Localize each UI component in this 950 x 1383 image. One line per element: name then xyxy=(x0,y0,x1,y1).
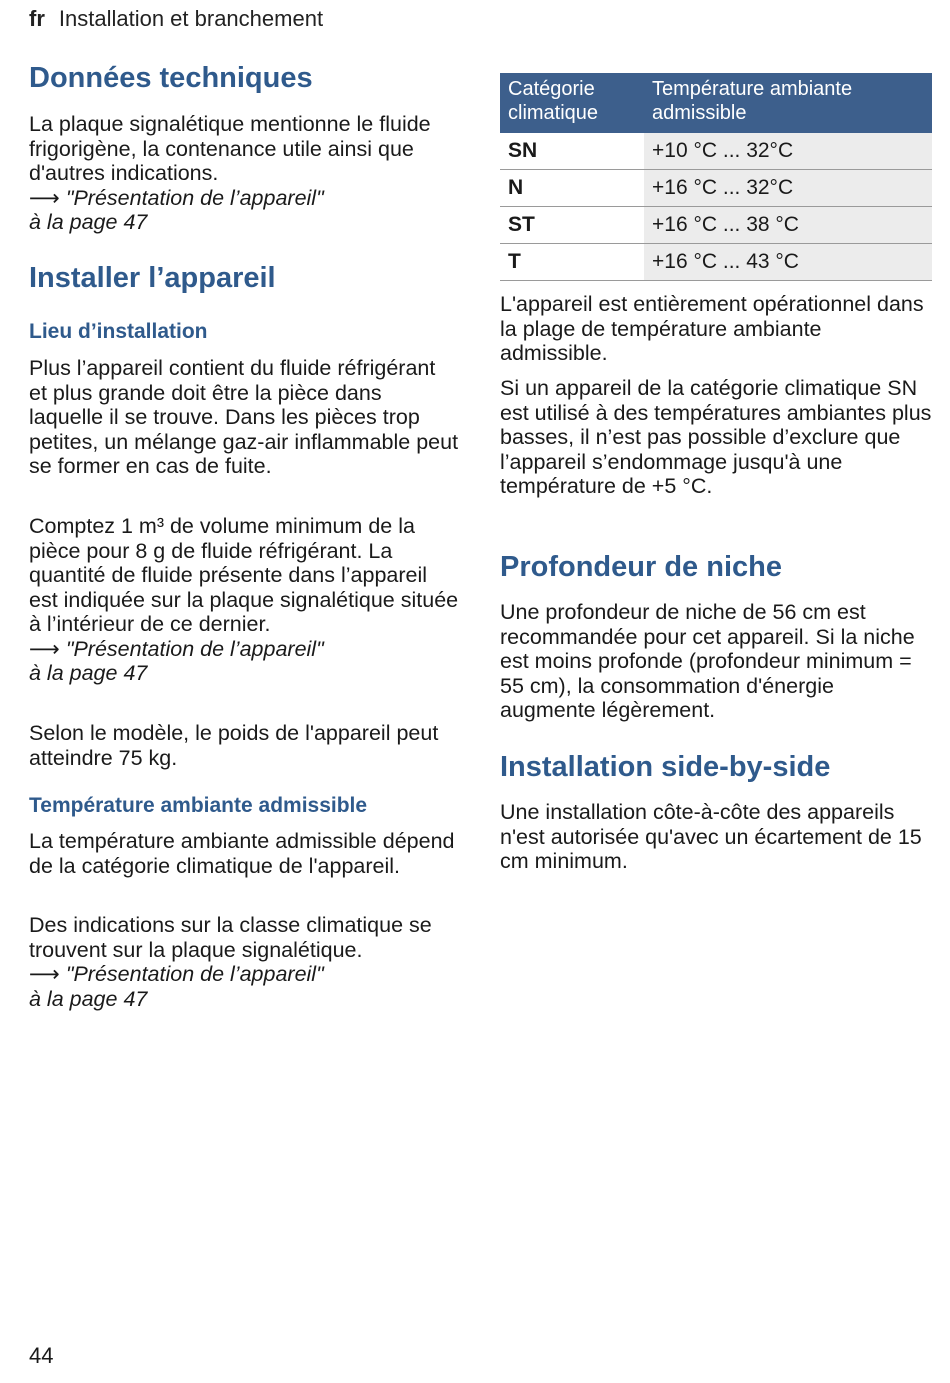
paragraph-side-by-side: Une installation côte-à-côte des appareils n'est autorisée qu'avec un écartement de 15 cm minimum. xyxy=(500,800,922,873)
paragraph-temperature-1: La température ambiante admissible dépend de la catégorie climatique de l'appareil. xyxy=(29,829,455,878)
section-title: Installation et branchement xyxy=(58,6,324,31)
table-cell-category: T xyxy=(500,244,644,281)
table-cell-temperature: +10 °C ... 32°C xyxy=(644,133,932,170)
heading-donnees-techniques: Données techniques xyxy=(29,62,313,94)
paragraph-operationnel: L'appareil est entièrement opérationnel dans la plage de température ambiante admissible. xyxy=(500,292,924,365)
table-row xyxy=(500,207,932,244)
heading-profondeur-niche: Profondeur de niche xyxy=(500,551,782,583)
table-cell-temperature: +16 °C ... 32°C xyxy=(644,170,932,207)
arrow-right-icon: ⟶ xyxy=(29,962,60,986)
paragraph-lieu-3: Selon le modèle, le poids de l'appareil peut atteindre 75 kg. xyxy=(29,721,439,770)
table-cell-category: ST xyxy=(500,207,644,244)
table-cell-category: SN xyxy=(500,133,644,170)
heading-installer-appareil: Installer l’appareil xyxy=(29,262,276,294)
table-row xyxy=(500,244,932,281)
language-code: fr xyxy=(29,6,45,31)
paragraph-lieu-2: Comptez 1 m³ de volume minimum de la pièce pour 8 g de fluide réfrigérant. La quantité de fluide présente dans l’appareil est indiquée sur la plaque signalétique située à l’intérieur de ce dernier. ⟶ "Présentation de l’appareil" à la page 47 xyxy=(29,514,459,685)
arrow-right-icon: ⟶ xyxy=(29,185,60,210)
table-cell-temperature: +16 °C ... 43 °C xyxy=(644,244,932,281)
page-number: 44 xyxy=(29,1343,54,1368)
cross-reference[interactable]: ⟶ "Présentation de l’appareil" à la page 47 xyxy=(29,185,324,234)
climate-category-table xyxy=(500,73,932,281)
table-header-row xyxy=(500,73,932,133)
paragraph-categorie-sn: Si un appareil de la catégorie climatique SN est utilisé à des températures ambiantes plus basses, il n’est pas possible d’exclure que l’appareil s’endommage jusqu'à une température de +5 °C. xyxy=(500,376,932,498)
table-row xyxy=(500,133,932,170)
arrow-right-icon: ⟶ xyxy=(29,636,60,661)
cross-reference[interactable]: ⟶ "Présentation de l’appareil" à la page 47 xyxy=(29,636,324,685)
paragraph-lieu-1: Plus l’appareil contient du fluide réfrigérant et plus grande doit être la pièce dans laquelle il se trouve. Dans les pièces trop petites, un mélange gaz-air inflammable peut se former en cas de fuite. xyxy=(29,356,459,478)
paragraph-profondeur-niche: Une profondeur de niche de 56 cm est recommandée pour cet appareil. Si la niche est moins profonde (profondeur minimum = 55 cm), la consommation d'énergie augmente légèrement. xyxy=(500,600,915,722)
heading-lieu-installation: Lieu d’installation xyxy=(29,320,208,343)
table-cell-temperature: +16 °C ... 38 °C xyxy=(644,207,932,244)
running-header xyxy=(29,6,323,32)
table-row xyxy=(500,170,932,207)
heading-side-by-side: Installation side-by-side xyxy=(500,751,831,783)
heading-temperature-ambiante: Température ambiante admissible xyxy=(29,794,368,817)
table-cell-category: N xyxy=(500,170,644,207)
paragraph-donnees-techniques: La plaque signalétique mentionne le fluide frigorigène, la contenance utile ainsi que d'autres indications. ⟶ "Présentation de l’appareil" à la page 47 xyxy=(29,112,459,235)
table-header-temperature: Température ambiante admissible xyxy=(644,73,932,133)
table-header-category: Catégorie climatique xyxy=(500,73,644,133)
paragraph-temperature-2: Des indications sur la classe climatique se trouvent sur la plaque signalétique. ⟶ "Présentation de l’appareil" à la page 47 xyxy=(29,913,459,1011)
cross-reference[interactable]: ⟶ "Présentation de l’appareil" à la page 47 xyxy=(29,962,324,1011)
